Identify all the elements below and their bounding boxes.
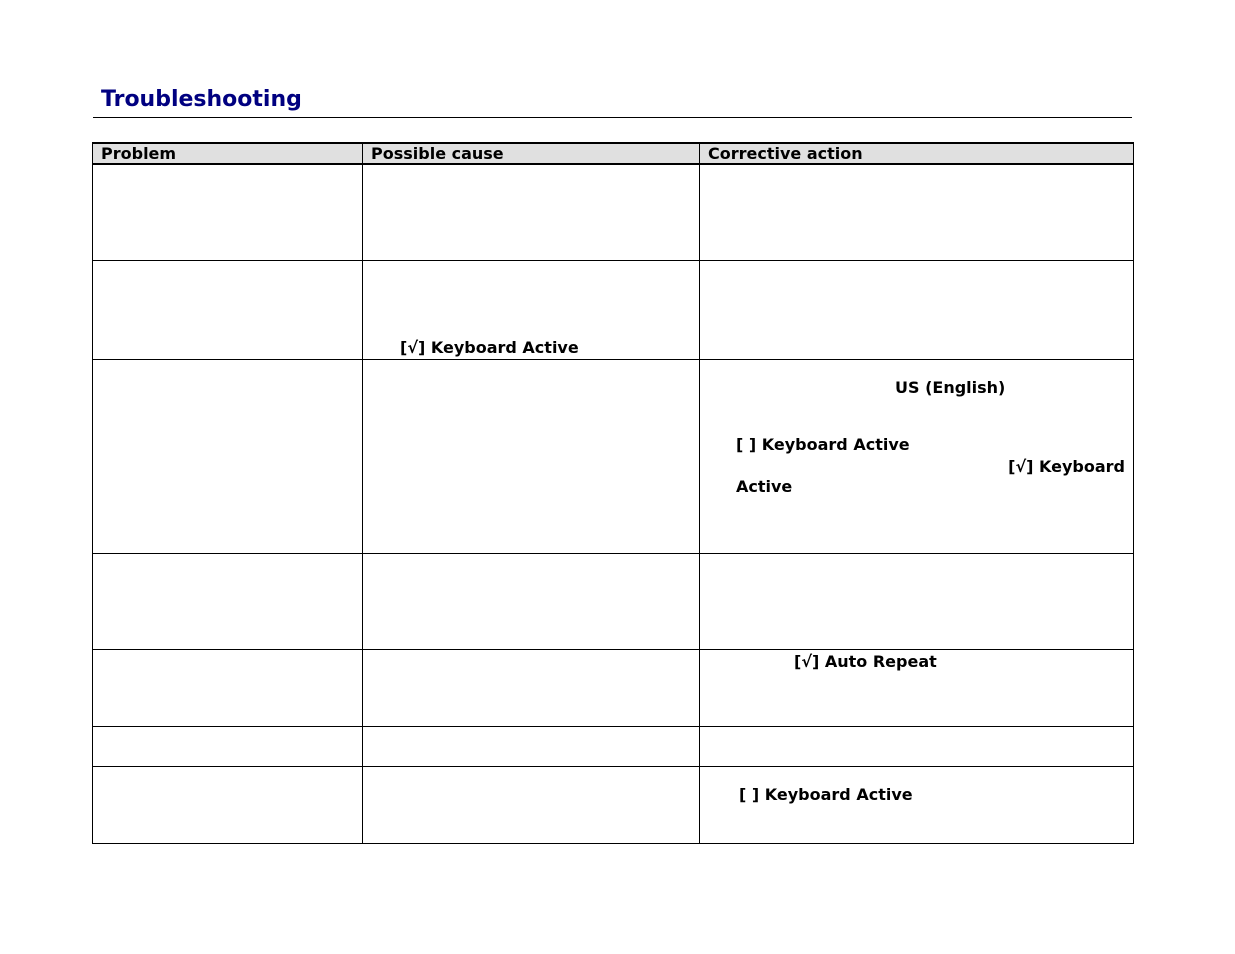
table-row <box>93 767 1134 844</box>
cause-cell <box>363 261 700 360</box>
problem-cell <box>93 767 363 844</box>
action-keyboard-active-unchecked: [ ] Keyboard Active <box>736 435 910 454</box>
table-row <box>93 360 1134 554</box>
cause-cell <box>363 554 700 650</box>
problem-cell <box>93 164 363 261</box>
action-cell <box>700 767 1134 844</box>
action-cell <box>700 727 1134 767</box>
action-active-word: Active <box>736 477 793 496</box>
table-row <box>93 164 1134 261</box>
cause-cell <box>363 767 700 844</box>
action-keyboard-active-unchecked: [ ] Keyboard Active <box>739 785 913 804</box>
table-header-row <box>93 143 1134 164</box>
action-us-english: US (English) <box>895 378 1006 397</box>
table-row <box>93 261 1134 360</box>
header-corrective-action: Corrective action <box>700 143 1134 164</box>
action-cell <box>700 650 1134 727</box>
table-row <box>93 650 1134 727</box>
troubleshooting-table <box>92 142 1134 844</box>
action-auto-repeat-checked: [√] Auto Repeat <box>794 652 937 671</box>
page-title: Troubleshooting <box>101 87 302 112</box>
action-cell <box>700 360 1134 554</box>
problem-cell <box>93 261 363 360</box>
action-cell <box>700 554 1134 650</box>
table-row <box>93 727 1134 767</box>
action-cell <box>700 261 1134 360</box>
cause-keyboard-active-checked: [√] Keyboard Active <box>400 338 579 357</box>
title-divider <box>93 117 1132 118</box>
cause-cell <box>363 360 700 554</box>
problem-cell <box>93 727 363 767</box>
cause-cell <box>363 727 700 767</box>
problem-cell <box>93 650 363 727</box>
problem-cell <box>93 554 363 650</box>
header-problem: Problem <box>93 143 363 164</box>
action-cell <box>700 164 1134 261</box>
action-keyboard-checked: [√] Keyboard <box>1008 457 1125 476</box>
table-row <box>93 554 1134 650</box>
header-possible-cause: Possible cause <box>363 143 700 164</box>
problem-cell <box>93 360 363 554</box>
cause-cell <box>363 650 700 727</box>
cause-cell <box>363 164 700 261</box>
